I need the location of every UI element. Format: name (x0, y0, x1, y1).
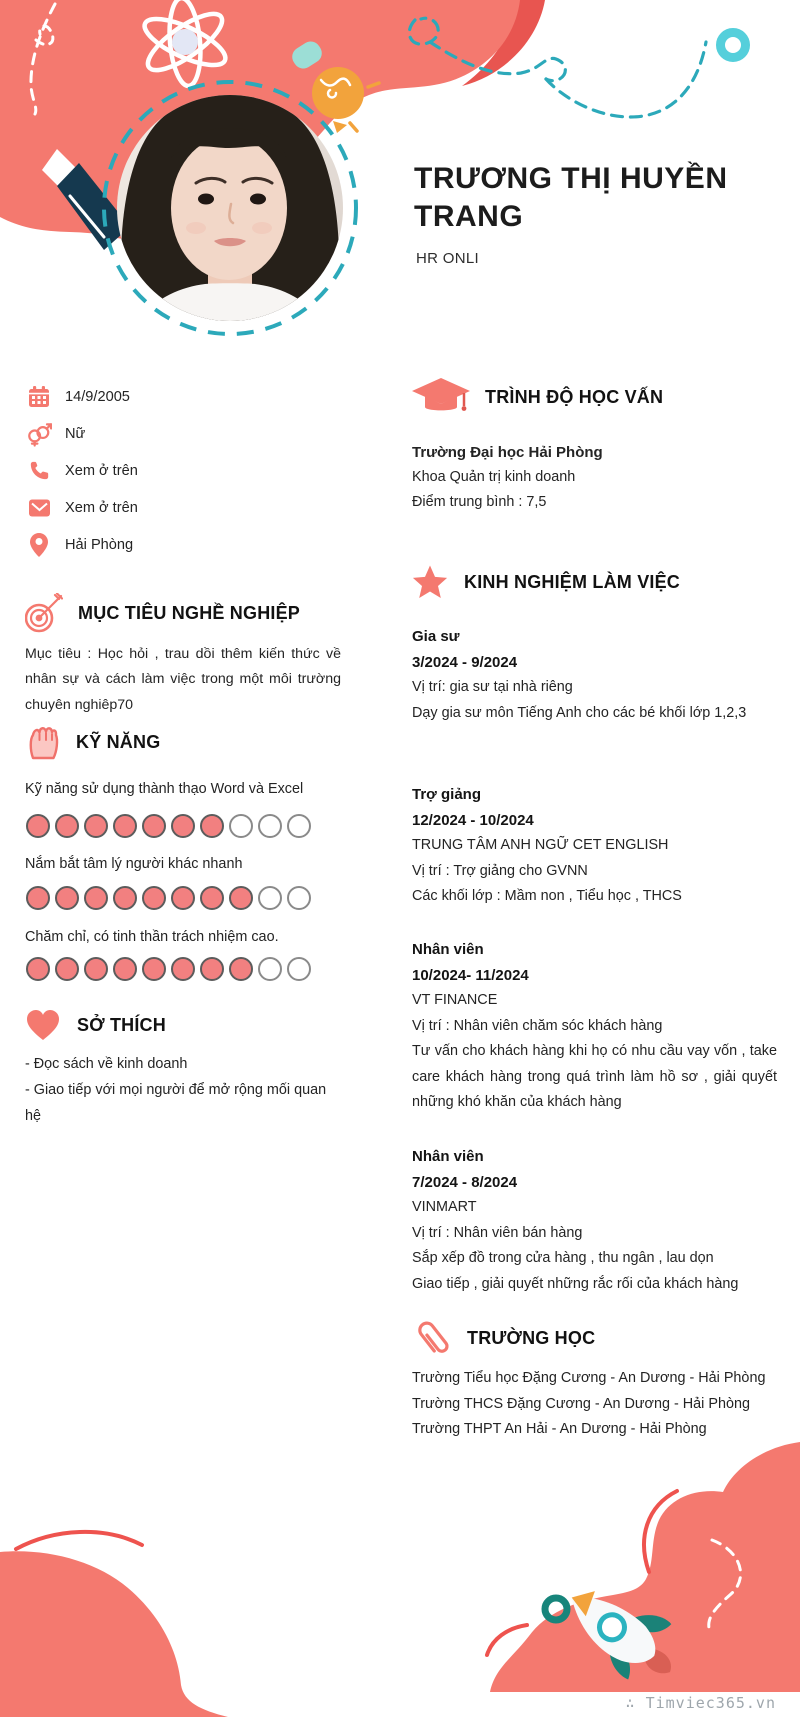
job-detail-line: Vị trí: gia sư tại nhà riêng (412, 679, 573, 695)
job-title: Nhân viên (412, 941, 484, 958)
skill-dot-empty (287, 957, 311, 981)
skill-level-dots (26, 814, 311, 838)
skill-dot-filled (171, 886, 195, 910)
objective-text: Mục tiêu : Học hỏi , trau dồi thêm kiến thức về nhân sự và cách làm việc trong một môi trường chuyên nghiêp70 (25, 646, 341, 713)
school-list (412, 1366, 787, 1443)
job-detail-line: VINMART (412, 1199, 477, 1215)
job-title: Gia sư (412, 628, 460, 645)
skill-dot-filled (113, 886, 137, 910)
job-entry (412, 937, 777, 1116)
skill-dot-filled (26, 886, 50, 910)
job-detail-line: Vị trí : Trợ giảng cho GVNN (412, 862, 588, 879)
section-experience-header (412, 562, 680, 602)
skill-dot-filled (200, 814, 224, 838)
email-value: Xem ở trên (65, 499, 138, 516)
phone-value: Xem ở trên (65, 462, 138, 479)
skill-dot-filled (142, 957, 166, 981)
education-block (412, 440, 777, 515)
info-row-location (26, 526, 331, 563)
section-hobbies-header (25, 1005, 166, 1045)
skill-label: Kỹ năng sử dụng thành thạo Word và Excel (25, 781, 304, 797)
skill-dot-filled (113, 957, 137, 981)
page-title: TRƯƠNG THỊ HUYỀN TRANG (414, 162, 728, 233)
section-heading: KINH NGHIỆM LÀM VIỆC (464, 571, 681, 592)
phone-icon (26, 460, 52, 481)
skill-dot-filled (84, 957, 108, 981)
skill-dot-filled (171, 814, 195, 838)
skill-dot-filled (142, 814, 166, 838)
personal-info-list (26, 378, 331, 563)
section-skills-header (25, 722, 160, 762)
paperclip-icon (414, 1317, 452, 1359)
job-details (412, 675, 777, 726)
school-item: Trường THPT An Hải - An Dương - Hải Phòng (412, 1421, 707, 1437)
skill-dot-empty (258, 957, 282, 981)
skill-label: Chăm chỉ, có tinh thần trách nhiệm cao. (25, 929, 279, 945)
skill-dot-empty (258, 814, 282, 838)
section-heading: KỸ NĂNG (76, 731, 161, 752)
school-item: Trường THCS Đặng Cương - An Dương - Hải Phòng (412, 1395, 750, 1412)
skill-dot-empty (287, 886, 311, 910)
section-heading: SỞ THÍCH (77, 1014, 166, 1035)
job-detail-line: Sắp xếp đồ trong cửa hàng , thu ngân , lau dọn (412, 1250, 714, 1266)
info-row-email (26, 489, 331, 526)
job-period: 3/2024 - 9/2024 (412, 653, 518, 671)
hobby-list (25, 1051, 343, 1129)
section-schools-header (414, 1318, 595, 1358)
graduation-cap-icon (412, 378, 470, 416)
location-value: Hải Phòng (65, 536, 134, 553)
job-detail-line: VT FINANCE (412, 992, 498, 1008)
education-gpa: Điểm trung bình : 7,5 (412, 494, 547, 510)
job-title: Trợ giảng (412, 786, 482, 803)
job-detail-line: Vị trí : Nhân viên chăm sóc khách hàng (412, 1017, 663, 1034)
star-icon (412, 564, 449, 600)
fist-icon (25, 722, 61, 762)
location-pin-icon (26, 532, 52, 558)
skill-dot-filled (26, 814, 50, 838)
education-faculty: Khoa Quản trị kinh doanh (412, 469, 576, 485)
info-row-birthday (26, 378, 331, 415)
education-school: Trường Đại học Hải Phòng (412, 444, 603, 461)
job-detail-line: Tư vấn cho khách hàng khi họ có nhu cầu vay vốn , take care khách hàng trong quá trình làm hồ sơ , giải quyết những khó khăn của khách hàng (412, 1043, 777, 1110)
section-education-header (412, 377, 663, 417)
skill-level-dots (26, 886, 311, 910)
info-row-gender (26, 415, 331, 452)
skill-dot-filled (229, 957, 253, 981)
job-title-subtitle: HR ONLI (416, 250, 479, 267)
job-entry (412, 1144, 777, 1297)
job-details (412, 1195, 777, 1297)
job-details (412, 833, 777, 910)
info-row-phone (26, 452, 331, 489)
section-objective-header (25, 593, 300, 633)
section-heading: TRÌNH ĐỘ HỌC VẤN (485, 386, 664, 407)
skill-dot-empty (229, 814, 253, 838)
skill-dot-empty (287, 814, 311, 838)
watermark: ∴ Timviec365.vn (625, 1694, 776, 1712)
birthday-value: 14/9/2005 (65, 388, 130, 405)
skill-dot-filled (55, 957, 79, 981)
gender-value: Nữ (65, 425, 86, 442)
job-detail-line: Dạy gia sư môn Tiếng Anh cho các bé khối lớp 1,2,3 (412, 704, 747, 721)
skill-dot-filled (55, 886, 79, 910)
job-period: 7/2024 - 8/2024 (412, 1173, 518, 1191)
section-heading: TRƯỜNG HỌC (467, 1327, 596, 1348)
hobby-item: - Giao tiếp với mọi người để mở rộng mối quan hệ (25, 1082, 327, 1124)
skill-dot-filled (200, 957, 224, 981)
job-detail-line: Giao tiếp , giải quyết những rắc rối của khách hàng (412, 1275, 739, 1292)
job-period: 12/2024 - 10/2024 (412, 811, 534, 829)
skill-dot-filled (84, 886, 108, 910)
heart-icon (25, 1008, 62, 1042)
section-heading: MỤC TIÊU NGHỀ NGHIỆP (78, 602, 301, 623)
skill-dot-filled (142, 886, 166, 910)
skill-level-dots (26, 957, 311, 981)
calendar-icon (26, 386, 52, 408)
skill-dot-filled (84, 814, 108, 838)
job-detail-line: Các khối lớp : Mầm non , Tiểu học , THCS (412, 888, 682, 904)
job-detail-line: Vị trí : Nhân viên bán hàng (412, 1224, 583, 1241)
skill-dot-filled (113, 814, 137, 838)
job-detail-line: TRUNG TÂM ANH NGỮ CET ENGLISH (412, 837, 669, 853)
job-details (412, 988, 777, 1116)
gender-icon (26, 421, 52, 447)
skill-dot-filled (229, 886, 253, 910)
skill-dot-filled (200, 886, 224, 910)
job-entry (412, 782, 777, 910)
hobby-item: - Đọc sách về kinh doanh (25, 1056, 188, 1072)
skill-label: Nắm bắt tâm lý người khác nhanh (25, 856, 243, 872)
target-dart-icon (25, 593, 63, 633)
email-icon (26, 497, 52, 518)
school-item: Trường Tiểu học Đặng Cương - An Dương - Hải Phòng (412, 1370, 766, 1386)
skill-dot-filled (26, 957, 50, 981)
skill-dot-empty (258, 886, 282, 910)
skill-dot-filled (55, 814, 79, 838)
job-period: 10/2024- 11/2024 (412, 966, 529, 984)
job-entry (412, 624, 777, 726)
skill-dot-filled (171, 957, 195, 981)
job-title: Nhân viên (412, 1148, 484, 1165)
